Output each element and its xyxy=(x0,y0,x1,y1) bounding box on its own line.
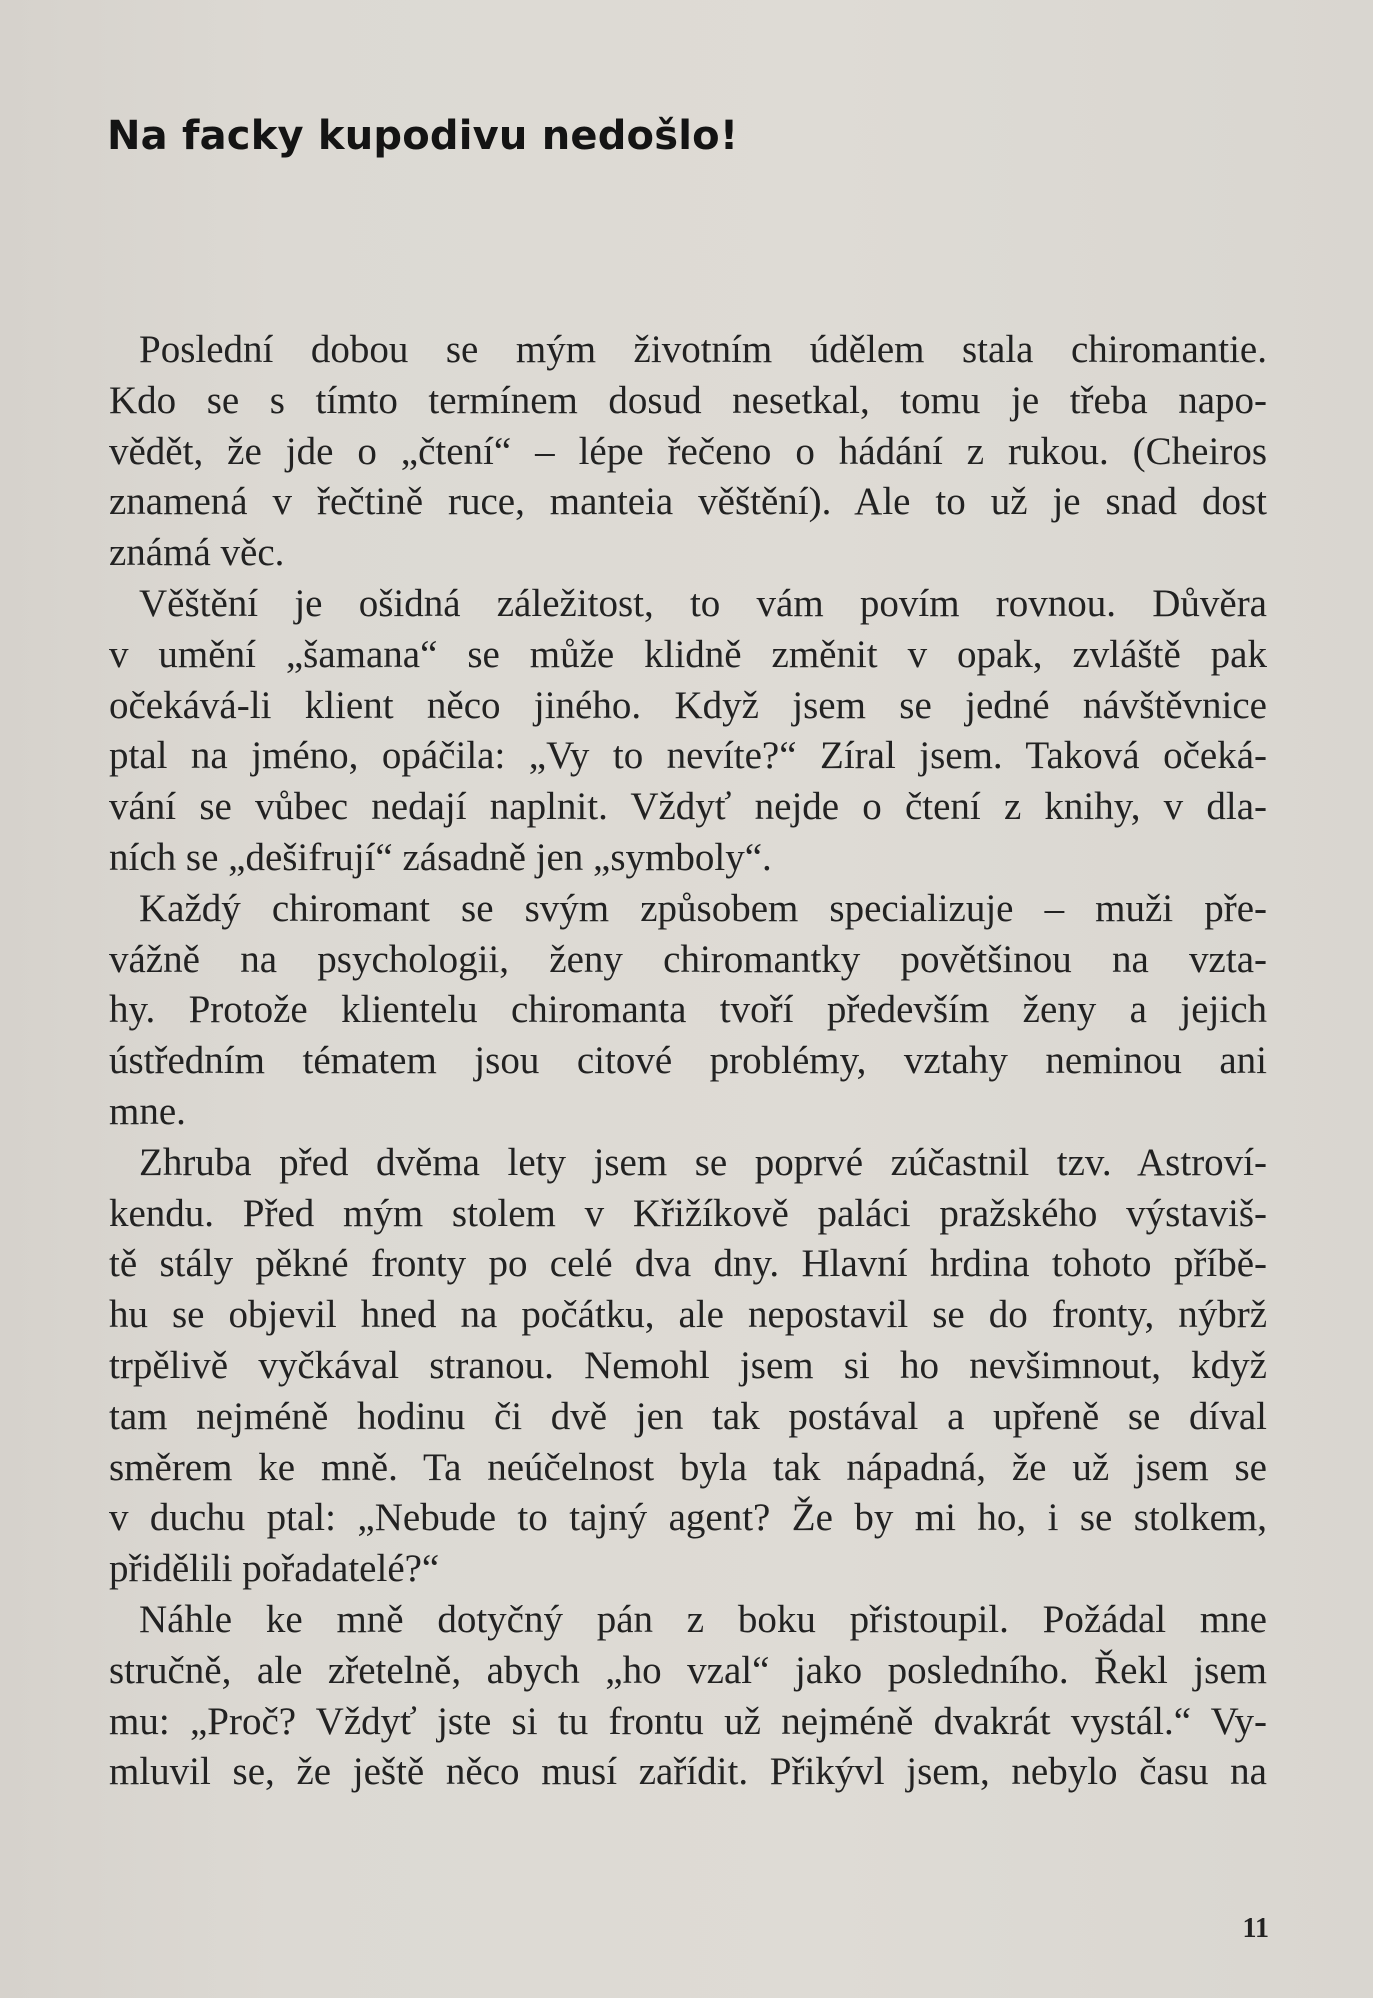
text-line: kendu. Před mým stolem v Křižíkově paláci pražského výstaviš- xyxy=(109,1191,1267,1235)
text-line: v duchu ptal: „Nebude to tajný agent? Že by mi ho, i se stolkem, xyxy=(109,1496,1267,1540)
text-line: směrem ke mně. Ta neúčelnost byla tak nápadná, že už jsem se xyxy=(109,1445,1267,1489)
text-line: ptal na jméno, opáčila: „Vy to nevíte?“ Zíral jsem. Taková očeká- xyxy=(109,734,1267,778)
text-line: očekává-li klient něco jiného. Když jsem se jedné návštěvnice xyxy=(109,683,1267,727)
text-line: tam nejméně hodinu či dvě jen tak postával a upřeně se díval xyxy=(109,1394,1267,1438)
text-line: mu: „Proč? Vždyť jste si tu frontu už nejméně dvakrát vystál.“ Vy- xyxy=(109,1699,1267,1743)
text-line: známá věc. xyxy=(109,531,285,575)
text-line: tě stály pěkné fronty po celé dva dny. Hlavní hrdina tohoto příbě- xyxy=(109,1242,1267,1286)
text-line: hu se objevil hned na počátku, ale nepostavil se do fronty, nýbrž xyxy=(109,1293,1267,1337)
text-line: vání se vůbec nedají naplnit. Vždyť nejde o čtení z knihy, v dla- xyxy=(109,785,1267,829)
text-line: v umění „šamana“ se může klidně změnit v opak, zvláště pak xyxy=(109,632,1267,676)
text-line: vědět, že jde o „čtení“ – lépe řečeno o hádání z rukou. (Cheiros xyxy=(109,429,1267,473)
text-line: Zhruba před dvěma lety jsem se poprvé zúčastnil tzv. Astroví- xyxy=(139,1140,1267,1184)
text-line: mne. xyxy=(109,1089,186,1133)
chapter-title: Na facky kupodivu nedošlo! xyxy=(107,113,739,159)
text-line: trpělivě vyčkával stranou. Nemohl jsem si ho nevšimnout, když xyxy=(109,1343,1267,1387)
text-line: Kdo se s tímto termínem dosud nesetkal, tomu je třeba napo- xyxy=(109,378,1267,422)
text-line: Náhle ke mně dotyčný pán z boku přistoupil. Požádal mne xyxy=(139,1597,1267,1641)
text-line: ních se „dešifrují“ zásadně jen „symboly“. xyxy=(109,835,772,879)
text-line: vážně na psychologii, ženy chiromantky povětšinou na vzta- xyxy=(109,937,1267,981)
text-line: ústředním tématem jsou citové problémy, vztahy neminou ani xyxy=(109,1039,1267,1083)
text-line: hy. Protože klientelu chiromanta tvoří především ženy a jejich xyxy=(109,988,1267,1032)
body-text xyxy=(109,325,1267,1798)
page-number: 11 xyxy=(1242,1913,1269,1944)
text-line: znamená v řečtině ruce, manteia věštění). Ale to už je snad dost xyxy=(109,480,1267,524)
text-line: stručně, ale zřetelně, abych „ho vzal“ jako posledního. Řekl jsem xyxy=(109,1648,1267,1692)
text-line: Poslední dobou se mým životním údělem stala chiromantie. xyxy=(139,328,1267,371)
text-line: mluvil se, že ještě něco musí zařídit. Přikývl jsem, nebylo času na xyxy=(109,1750,1267,1794)
text-line: Věštění je ošidná záležitost, to vám povím rovnou. Důvěra xyxy=(139,581,1267,625)
text-line: přidělili pořadatelé?“ xyxy=(109,1547,440,1591)
text-line: Každý chiromant se svým způsobem specializuje – muži pře- xyxy=(139,886,1267,930)
